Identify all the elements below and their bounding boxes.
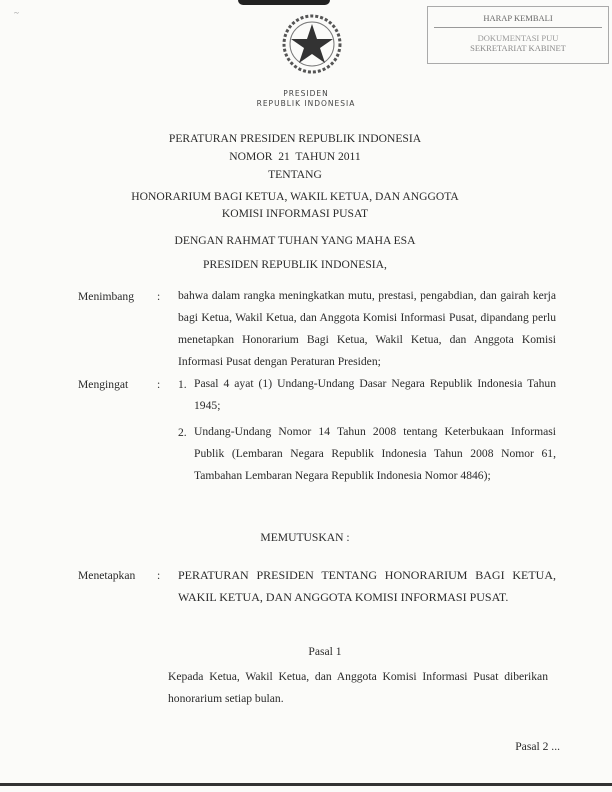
title-rahmat: DENGAN RAHMAT TUHAN YANG MAHA ESA <box>174 234 416 247</box>
mengingat-item-1: Pasal 4 ayat (1) Undang-Undang Dasar Negara Republik Indonesia Tahun 1945; <box>194 377 556 412</box>
stamp-line-1: HARAP KEMBALI <box>434 7 602 28</box>
scan-artifact <box>238 0 330 5</box>
stamp-line-3: SEKRETARIAT KABINET <box>470 43 566 53</box>
scan-mark: ~ <box>14 8 19 18</box>
mengingat-item-2-num: 2. <box>178 426 187 439</box>
mengingat-item-1-num: 1. <box>178 378 187 391</box>
scan-edge <box>0 783 612 786</box>
pasal-1-heading: Pasal 1 <box>308 645 342 658</box>
pasal-1-text: Kepada Ketua, Wakil Ketua, dan Anggota Komisi Informasi Pusat diberikan honorarium setiap bulan. <box>168 670 548 705</box>
title-line-1: PERATURAN PRESIDEN REPUBLIK INDONESIA <box>168 132 422 145</box>
office-presiden: PRESIDEN <box>283 89 329 98</box>
title-tentang: TENTANG <box>268 168 322 181</box>
menetapkan-label: Menetapkan <box>78 569 136 582</box>
next-page-marker: Pasal 2 ... <box>515 740 560 753</box>
menimbang-label: Menimbang <box>78 290 135 303</box>
office-republik: REPUBLIK INDONESIA <box>256 99 356 108</box>
garuda-star-emblem-icon <box>280 12 344 76</box>
menimbang-colon: : <box>157 290 161 303</box>
title-subject-2: KOMISI INFORMASI PUSAT <box>221 207 369 220</box>
mengingat-item-2: Undang-Undang Nomor 14 Tahun 2008 tentang Keterbukaan Informasi Publik (Lembaran Negara Republik Indonesia Tahun 2008 Nomor 61, Tambahan Lembaran Negara Republik Indonesia Nomor 4846); <box>194 425 556 482</box>
menimbang-text: bahwa dalam rangka meningkatkan mutu, prestasi, pengabdian, dan gairah kerja bagi Ketua, Wakil Ketua, dan Anggota Komisi Informasi Pusat, dipandang perlu menetapkan Honorarium Bagi Ketua, Wakil Ketua, dan Anggota Komisi Informasi Pusat dengan Peraturan Presiden; <box>178 289 556 368</box>
menetapkan-text: PERATURAN PRESIDEN TENTANG HONORARIUM BAGI KETUA, WAKIL KETUA, DAN ANGGOTA KOMISI INFORMASI PUSAT. <box>178 568 556 604</box>
mengingat-label: Mengingat <box>78 378 129 391</box>
menetapkan-colon: : <box>157 569 161 582</box>
title-subject-1: HONORARIUM BAGI KETUA, WAKIL KETUA, DAN ANGGOTA <box>131 190 459 203</box>
mengingat-colon: : <box>157 378 161 391</box>
return-stamp <box>427 6 609 64</box>
title-presiden: PRESIDEN REPUBLIK INDONESIA, <box>203 258 387 271</box>
stamp-line-2: DOKUMENTASI PUU <box>477 33 559 43</box>
memutuskan-heading: MEMUTUSKAN : <box>260 531 350 544</box>
title-nomor: NOMOR 21 TAHUN 2011 <box>229 150 361 163</box>
